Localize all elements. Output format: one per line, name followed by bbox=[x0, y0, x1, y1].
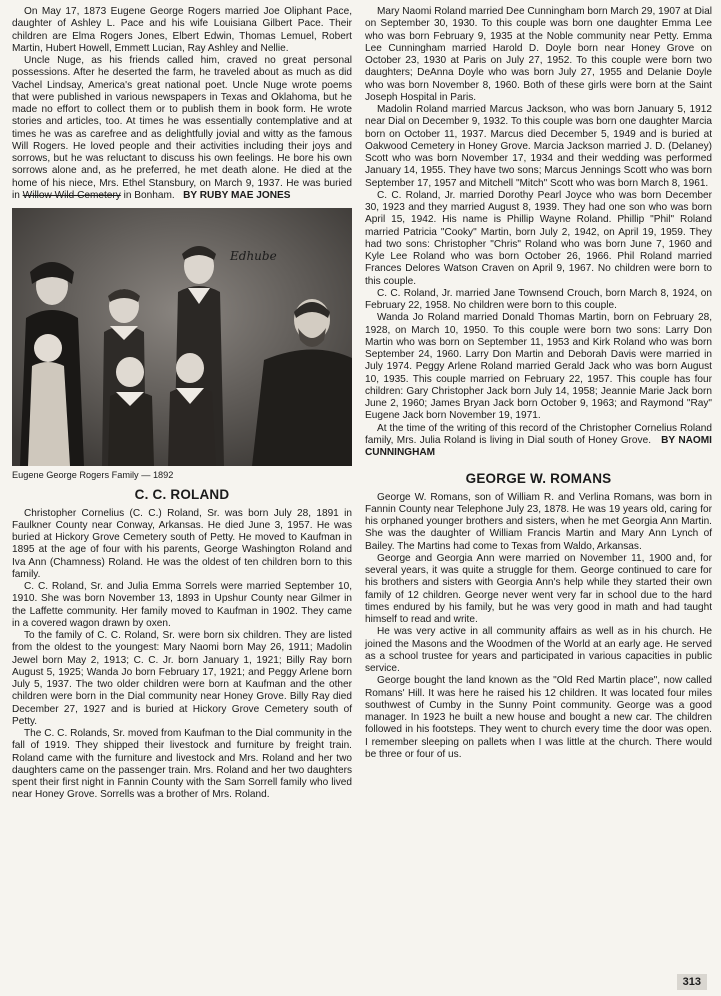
section-heading-romans: GEORGE W. ROMANS bbox=[465, 471, 612, 487]
photo-caption: Eugene George Rogers Family — 1892 bbox=[12, 470, 174, 480]
section-heading-roland: C. C. ROLAND bbox=[134, 487, 230, 503]
family-photograph bbox=[12, 208, 352, 466]
roland-paragraph-2: C. C. Roland, Sr. and Julia Emma Sorrels were married September 10, 1910. She was born November 13, 1893 in Upshur County near Gilmer in the Laffette community. Her family moved to Kaufman in 1902. They came in a covered wagon drawn by oxen. bbox=[12, 581, 352, 629]
roland-paragraph-5: Mary Naomi Roland married Dee Cunningham born March 29, 1907 at Dial on September 30, 1930. To this couple was born one daughter Emma Lee who was born February 9, 1935 at the Noble community near Petty. Emma Lee Cunningham married Harold D. Doyle born near Honey Grove on October 23, 1930 at Paris on July 27, 1952. To this couple were born two daughters; DeAnna Doyle who was born July 27, 1955 and Delanie Doyle who was born November 8, 1960. Both of these girls were born at the Saint Joseph Hospital in Paris. bbox=[365, 6, 712, 103]
roland-paragraph-9: Wanda Jo Roland married Donald Thomas Martin, born on February 28, 1928, on March 10, 1950. To this couple were born two sons: Larry Don Martin who was born on September 11, 1953 and Kirk Roland who was born September 24, 1960. Larry Don Martin and Deborah Davis were married in July 1974. Peggy Arlene Roland married Gerald Jack who was born August 10, 1935. This couple married on February 22, 1957. This couple has four children: Gary Christopher Jack born July 14, 1958; Jeannie Marie Jack born June 2, 1960; James Bryan Jack born October 9, 1963; and Raymond "Ray" Eugene Jack born November 19, 1971. bbox=[365, 312, 712, 422]
rogers-paragraph-1: On May 17, 1873 Eugene George Rogers married Joe Oliphant Pace, daughter of Ashley L. Pace and his wife Louisiana Gilbert Pace. Their children are Elma Rogers Jones, Elbert Edwin, Thomas Lemuel, Robert Martin, Hubert Howell, Emmett Lucian, Ray Ashley and Nellie. bbox=[12, 6, 352, 54]
romans-paragraph-4: George bought the land known as the "Old Red Martin place", now called Romans' Hill. It was here he raised his 12 children. It was located four miles southwest of Cumby in the Sunny Point community. George was a good manager. In 1923 he built a new house and bought a new car. The children followed in his footsteps. They went to church every time the door was open. I remember sleeping on pallets when I was little at the church. There would be three or four of us. bbox=[365, 675, 712, 760]
roland-paragraph-8: C. C. Roland, Jr. married Jane Townsend Crouch, born March 8, 1924, on February 22, 1958. No children were born to this couple. bbox=[365, 287, 712, 311]
left-column bbox=[12, 6, 352, 802]
byline-naomi-cunningham: BY NAOMI CUNNINGHAM bbox=[365, 434, 712, 458]
roland-paragraph-10: At the time of the writing of this record of the Christopher Cornelius Roland family, Mrs. Julia Roland is living in Dial south of Honey Grove. BY NAOMI CUNNINGHAM bbox=[365, 422, 712, 458]
romans-paragraph-1: George W. Romans, son of William R. and Verlina Romans, was born in Fannin County near Telephone July 23, 1878. He was 19 years old, caring for his orphaned younger brothers and sisters, when he met Georgia Ann Martin. She was the daughter of William Francis Martin and Mary Ann Lynch of Bailey. The Martins had come to Texas from Waldo, Arkansas. bbox=[365, 491, 712, 552]
roland-paragraph-7: C. C. Roland, Jr. married Dorothy Pearl Joyce who was born December 30, 1923 and they married August 8, 1939. They had one son who was born April 15, 1942. His name is Phillip Wayne Roland. Phillip "Phil" Roland married Patricia "Cooky" Martin, born July 2, 1942, on April 19, 1959. They had two sons: Christopher "Chris" Roland who was born June 7, 1960 and Kyle Lee Roland who was born October 26, 1966. Phil Roland married Frances Delores Watson Craven on April 9, 1967. No children were born to this couple. bbox=[365, 189, 712, 287]
page-number: 313 bbox=[677, 974, 707, 990]
right-column bbox=[365, 6, 712, 761]
roland-paragraph-4: The C. C. Rolands, Sr. moved from Kaufman to the Dial community in the fall of 1919. They shipped their livestock and furniture by freight train. Roland came with the furniture and livestock and Mrs. Roland and her two daughters came on the passenger train. Mrs. Roland and her two daughters spent their first night in Fannin County with the Sam Sorrell family who lived near Honey Grove. Sorrells was a brother of Mrs. Roland. bbox=[12, 728, 352, 801]
rogers-paragraph-2: Uncle Nuge, as his friends called him, craved no great personal possessions. After he deserted the farm, he traveled about as much as did Vachel Lindsay, America's great national poet. Uncle Nuge wrote poems that were published in various newspapers in Texas and Oklahoma, but he made no effort to collect them or to publish them in book form. He wrote stories and articles, too. At times he was essentially contemplative and at times he was as carefree and as delightfully jovial and witty as the famous Will Rogers. He loved people and their activities including their joys and sorrows, but he was reluctant to discuss his own feelings. He bore his own sorrows alone and, as he preferred, he met death alone. He died at the home of his niece, Mrs. Ethel Stansbury, on March 9, 1937. He was buried in Willow Wild Cemetery in Bonham. BY RUBY MAE JONES bbox=[12, 55, 352, 201]
roland-paragraph-6: Madolin Roland married Marcus Jackson, who was born January 5, 1912 near Dial on December 9, 1932. To this couple was born one daughter Marcia born on October 11, 1937. Marcus died December 5, 1949 and is buried at Oakwood Cemetery in Honey Grove. Marcia Jackson married J. D. (Delaney) Scott who was born November 17, 1934 and their wedding was performed January 14, 1955. They have two sons; Marcus Jennings Scott who was born September 17, 1957 and Mitchell "Mitch" Scott who was born March 8, 1961. bbox=[365, 104, 712, 189]
struck-cemetery-name: Willow Wild Cemetery bbox=[22, 189, 121, 201]
romans-paragraph-2: George and Georgia Ann were married on November 11, 1900 and, for several years, it was quite a struggle for them. George continued to care for his brothers and sisters with Georgia Ann's help while they started their own family of 12 children. George never went very far in school due to the hard times endured by his family, but he was very good in math and had taught himself to read and write. bbox=[365, 552, 712, 625]
romans-paragraph-3: He was very active in all community affairs as well as in his church. He joined the Masons and the Woodmen of the World at an early age. He served as a school trustee for years and participated in various capacities in public service. bbox=[365, 626, 712, 674]
handwritten-annotation: Edhube bbox=[230, 249, 277, 263]
roland-paragraph-1: Christopher Cornelius (C. C.) Roland, Sr. was born July 28, 1891 in Faulkner County near Conway, Arkansas. He died June 3, 1957. He was buried at Hickory Grove Cemetery south of Petty. He moved to Kaufman in 1895 at the age of four with his parents, George Washington Roland and Iva Ann (Chamness) Roland. He was the oldest of ten children born to this family. bbox=[12, 507, 352, 580]
byline-ruby-mae-jones: BY RUBY MAE JONES bbox=[183, 189, 291, 201]
roland-paragraph-3: To the family of C. C. Roland, Sr. were born six children. They are listed from the oldest to the youngest: Mary Naomi born May 26, 1911; Madolin Jewel born May 2, 1913; C. C. Jr. born January 1, 1921; Billy Ray born August 5, 1925; Wanda Jo born February 17, 1921; and Peggy Arlene born July 5, 1937. The two older children were born at Kaufman and the other children were born in the Dial community near Honey Grove. Billy Ray died December 27, 1927 and is buried at Hickory Grove Cemetery south of Petty. bbox=[12, 630, 352, 727]
